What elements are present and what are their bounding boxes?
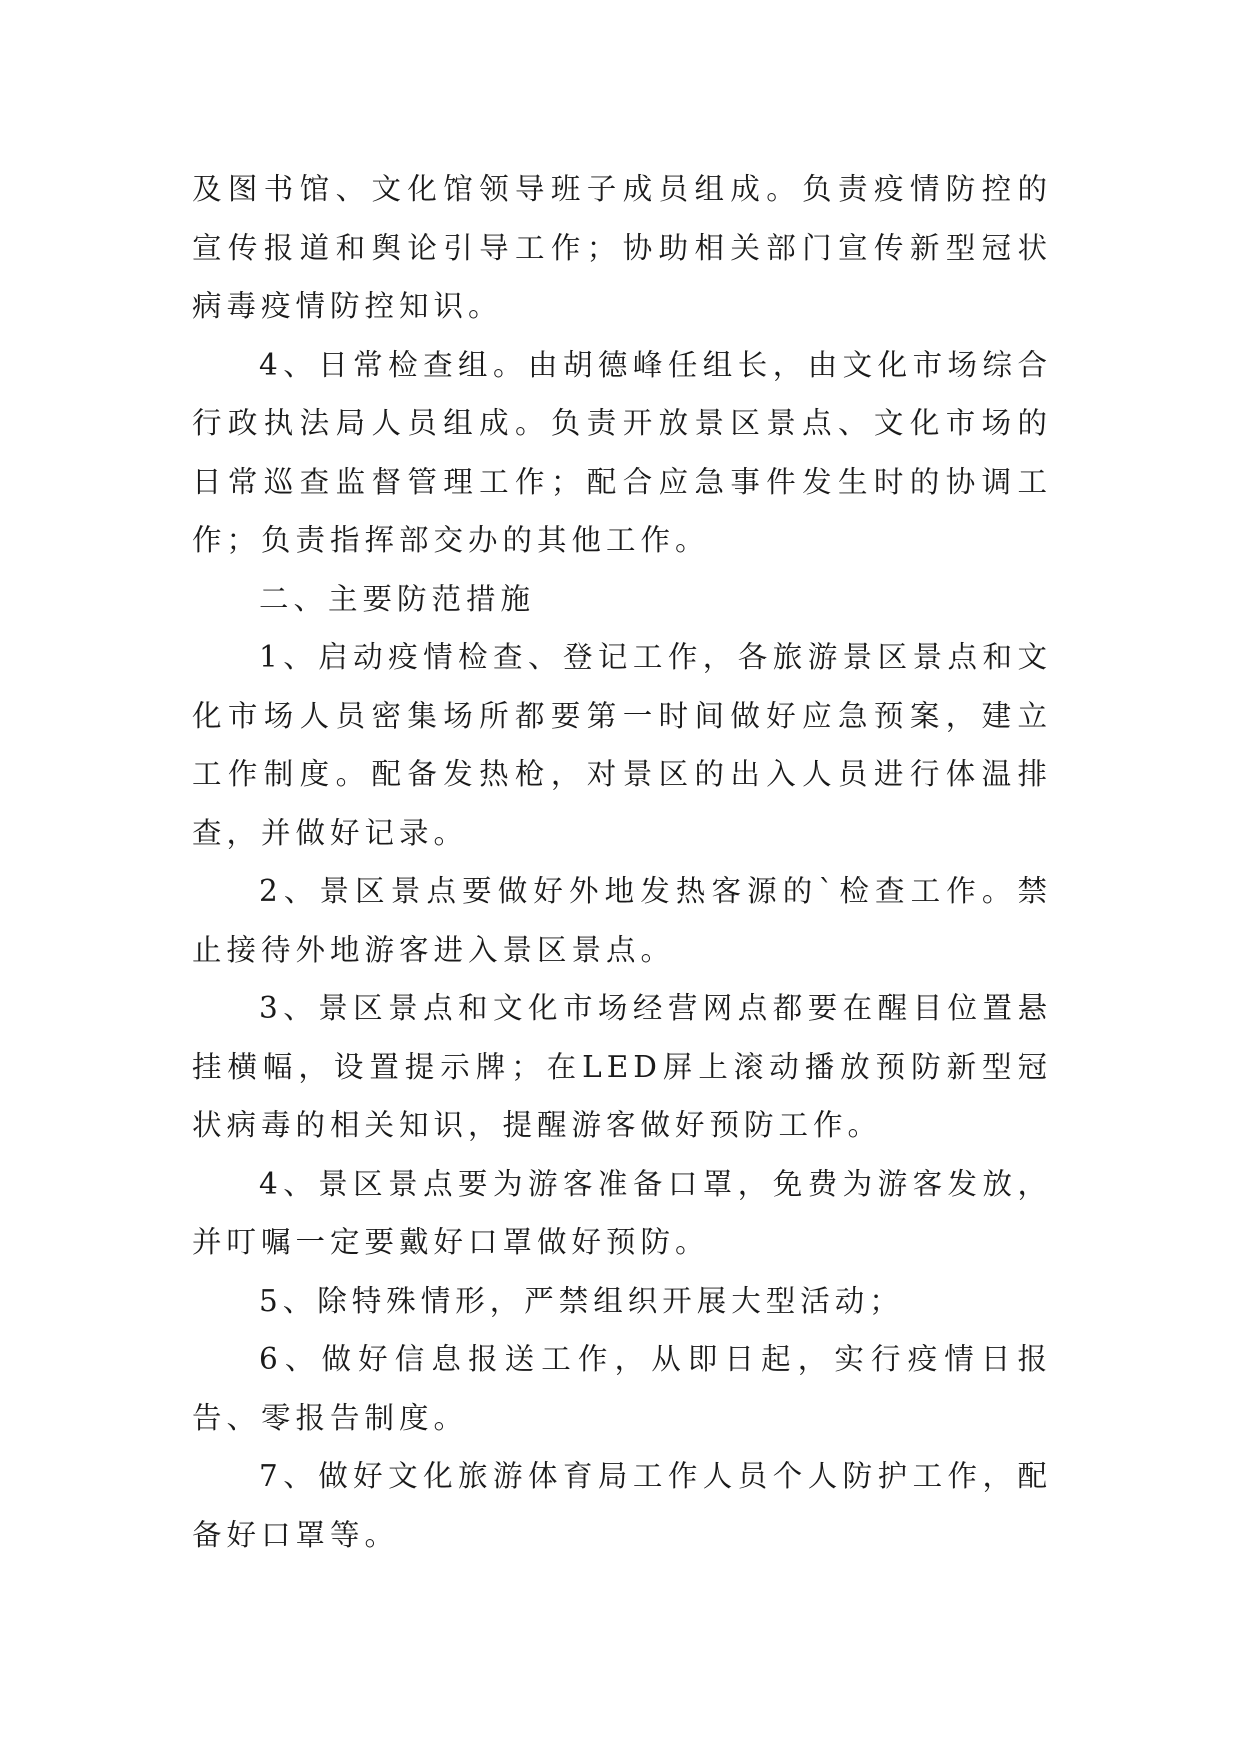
paragraph-measure-7: 7、做好文化旅游体育局工作人员个人防护工作，配备好口罩等。	[192, 1459, 1052, 1552]
paragraph-measure-4: 4、景区景点要为游客准备口罩，免费为游客发放，并叮嘱一定要戴好口罩做好预防。	[192, 1166, 1052, 1259]
paragraph-measure-1: 1、启动疫情检查、登记工作，各旅游景区景点和文化市场人员密集场所都要第一时间做好应急预案，建立工作制度。配备发热枪，对景区的出入人员进行体温排查，并做好记录。	[192, 640, 1052, 850]
paragraph-inspection-group: 4、日常检查组。由胡德峰任组长，由文化市场综合行政执法局人员组成。负责开放景区景点、文化市场的日常巡查监督管理工作；配合应急事件发生时的协调工作；负责指挥部交办的其他工作。	[192, 347, 1052, 557]
paragraph-measure-6: 6、做好信息报送工作，从即日起，实行疫情日报告、零报告制度。	[192, 1342, 1052, 1435]
document-body	[192, 160, 1052, 1564]
section-heading-prevention-measures: 二、主要防范措施	[259, 581, 536, 616]
paragraph-measure-5: 5、除特殊情形，严禁组织开展大型活动；	[259, 1283, 904, 1318]
paragraph-measure-3: 3、景区景点和文化市场经营网点都要在醒目位置悬挂横幅，设置提示牌；在LED屏上滚动播放预防新型冠状病毒的相关知识，提醒游客做好预防工作。	[192, 991, 1052, 1142]
paragraph-publicity-group-duties: 及图书馆、文化馆领导班子成员组成。负责疫情防控的宣传报道和舆论引导工作；协助相关部门宣传新型冠状病毒疫情防控知识。	[192, 172, 1052, 323]
paragraph-measure-2: 2、景区景点要做好外地发热客源的`检查工作。禁止接待外地游客进入景区景点。	[192, 874, 1052, 967]
